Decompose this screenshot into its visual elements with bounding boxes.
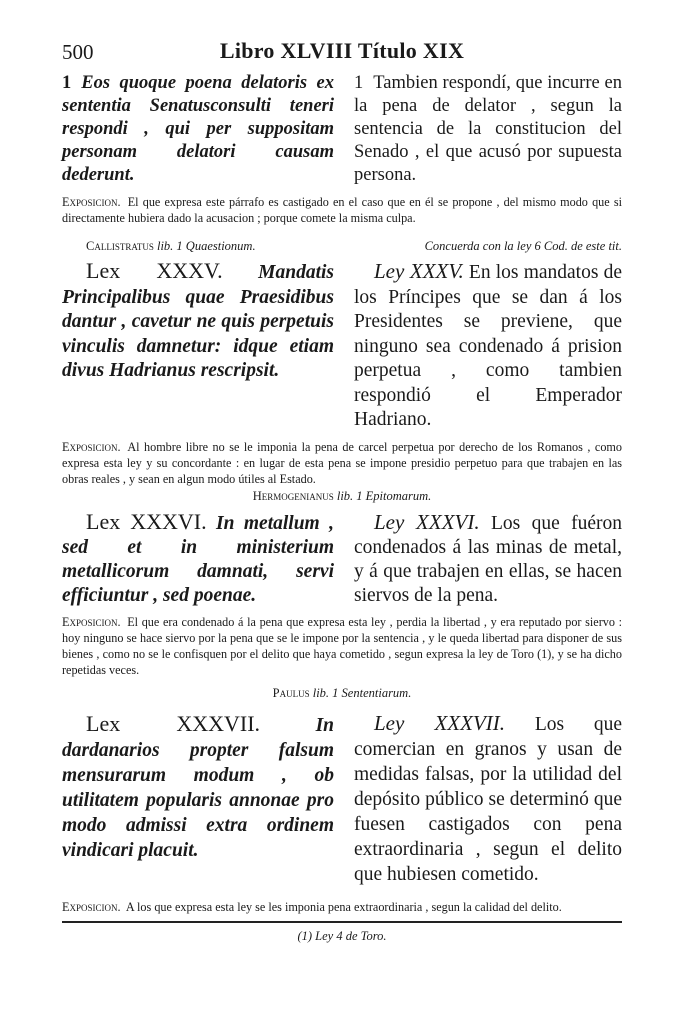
exposicion-body: Al hombre libre no se le imponia la pena de carcel perpetua por derecho de los Romanos , como expresa esta ley y su concordante : en lugar de esta pena se impone presidio perpetuo para que trabajen en las obras reales , y sean en algun modo útiles al Estado.: [62, 439, 622, 486]
lex-xxxvii: [62, 711, 334, 887]
source-work: lib. 1 Quaestionum.: [156, 239, 256, 253]
exposicion-body: El que era condenado á la pena que expresa esta ley , perdia la libertad , y era reputado por siervo : hoy ninguno se hace siervo por la pena que se le impone por la sentencia , y le queda libertad para disponer de sus bienes , como no se le confisquen por el delito que haya cometido , segun expresa la ley de Toro (1), y se ha dicho repetidas veces.: [62, 614, 623, 677]
footnote-divider: [62, 921, 622, 923]
exposicion-label: Exposicion.: [62, 899, 121, 914]
section-1-texts: [62, 72, 622, 187]
lex-label: Lex XXXV.: [86, 258, 223, 283]
latin-text-1: [62, 72, 334, 187]
exposicion-label: Exposicion.: [62, 439, 121, 454]
spanish-body: Tambien respondí, que incurre en la pena de delator , segun la sentencia de la constitucion del Senado , el que acusó por supuesta persona.: [354, 73, 622, 185]
lex-label: Lex XXXVI.: [86, 508, 207, 534]
exposicion-2: [62, 439, 622, 487]
page-header: [62, 36, 622, 66]
spanish-text-1: [354, 72, 622, 187]
source-author: Hermogenianus: [252, 488, 334, 503]
latin-body: Eos quoque poena delatoris ex sententia Senatusconsulti teneri respondi , qui per suppositam personam delatori causam dederunt.: [62, 73, 334, 185]
source-author: Paulus: [272, 685, 310, 700]
source-author: Callistratus: [86, 239, 154, 253]
section-2-texts: [62, 259, 622, 433]
ley-label: Ley XXXVI.: [374, 509, 480, 534]
section-3-texts: [62, 510, 622, 608]
exposicion-3: [62, 614, 622, 678]
source-work: lib. 1 Sententiarum.: [312, 685, 412, 700]
lex-xxxv: [62, 259, 334, 433]
ley-xxxv: [354, 259, 622, 433]
ley-xxxvi: [354, 510, 622, 608]
lex-label: Lex XXXVII.: [86, 710, 261, 736]
source-line-3: [62, 489, 622, 504]
spanish-body: Los que comercian en granos y usan de medidas falsas, por la utilidad del depósito público se determinó que fuesen castigados con pena extraordinaria , segun el delito que hubiesen cometido.: [354, 713, 622, 885]
source-line-4: [62, 686, 622, 701]
latin-body: In metallum , sed et in ministerium metallicorum damnati, servi efficiuntur , sed poenae.: [62, 512, 334, 606]
source-work: lib. 1 Epitomarum.: [336, 488, 432, 503]
exposicion-label: Exposicion.: [62, 195, 121, 209]
spanish-body: Los que fuéron condenados á las minas de metal, y á que trabajen en ellas, se hacen siervos de la pena.: [354, 512, 622, 606]
ley-xxxvii: [354, 711, 622, 887]
exposicion-1: [62, 194, 622, 226]
ley-label: Ley XXXV.: [374, 259, 464, 283]
page: [62, 36, 622, 944]
exposicion-4: [62, 899, 622, 915]
exposicion-body: A los que expresa esta ley se les imponia pena extraordinaria , segun la calidad del delito.: [125, 899, 562, 914]
latin-body: In dardanarios propter falsum mensurarum modum , ob utilitatem popularis annonae pro modo admissi extra ordinem vindicari placuit.: [62, 714, 334, 861]
source-citation: [62, 239, 256, 254]
running-title: Libro XLVIII Título XIX: [219, 38, 465, 63]
section-4-texts: [62, 711, 622, 887]
lex-xxxvi: [62, 510, 334, 608]
ley-label: Ley XXXVII.: [374, 710, 506, 735]
exposicion-body: El que expresa este párrafo es castigado en el caso que en él se propone , del mismo modo que si directamente hubiera dado la acusacion ; porque comete la misma culpa.: [62, 195, 623, 225]
source-line-2: [62, 239, 622, 254]
footnote: (1) Ley 4 de Toro.: [297, 928, 387, 943]
exposicion-label: Exposicion.: [62, 614, 121, 629]
latin-body: Mandatis Principalibus quae Praesidibus dantur , cavetur ne quis perpetuis vinculis damnetur: idque etiam divus Hadrianus rescripsit.: [62, 262, 334, 381]
paragraph-number: 1: [354, 73, 364, 93]
spanish-body: En los mandatos de los Príncipes que se dan á los Presidentes se previene, que ninguno sea condenado á prision perpetua , como tambien respondió el Emperador Hadriano.: [354, 262, 623, 430]
concordance-note: Concuerda con la ley 6 Cod. de este tit.: [424, 239, 622, 253]
page-number: 500: [62, 40, 94, 64]
paragraph-number: 1: [62, 73, 72, 93]
